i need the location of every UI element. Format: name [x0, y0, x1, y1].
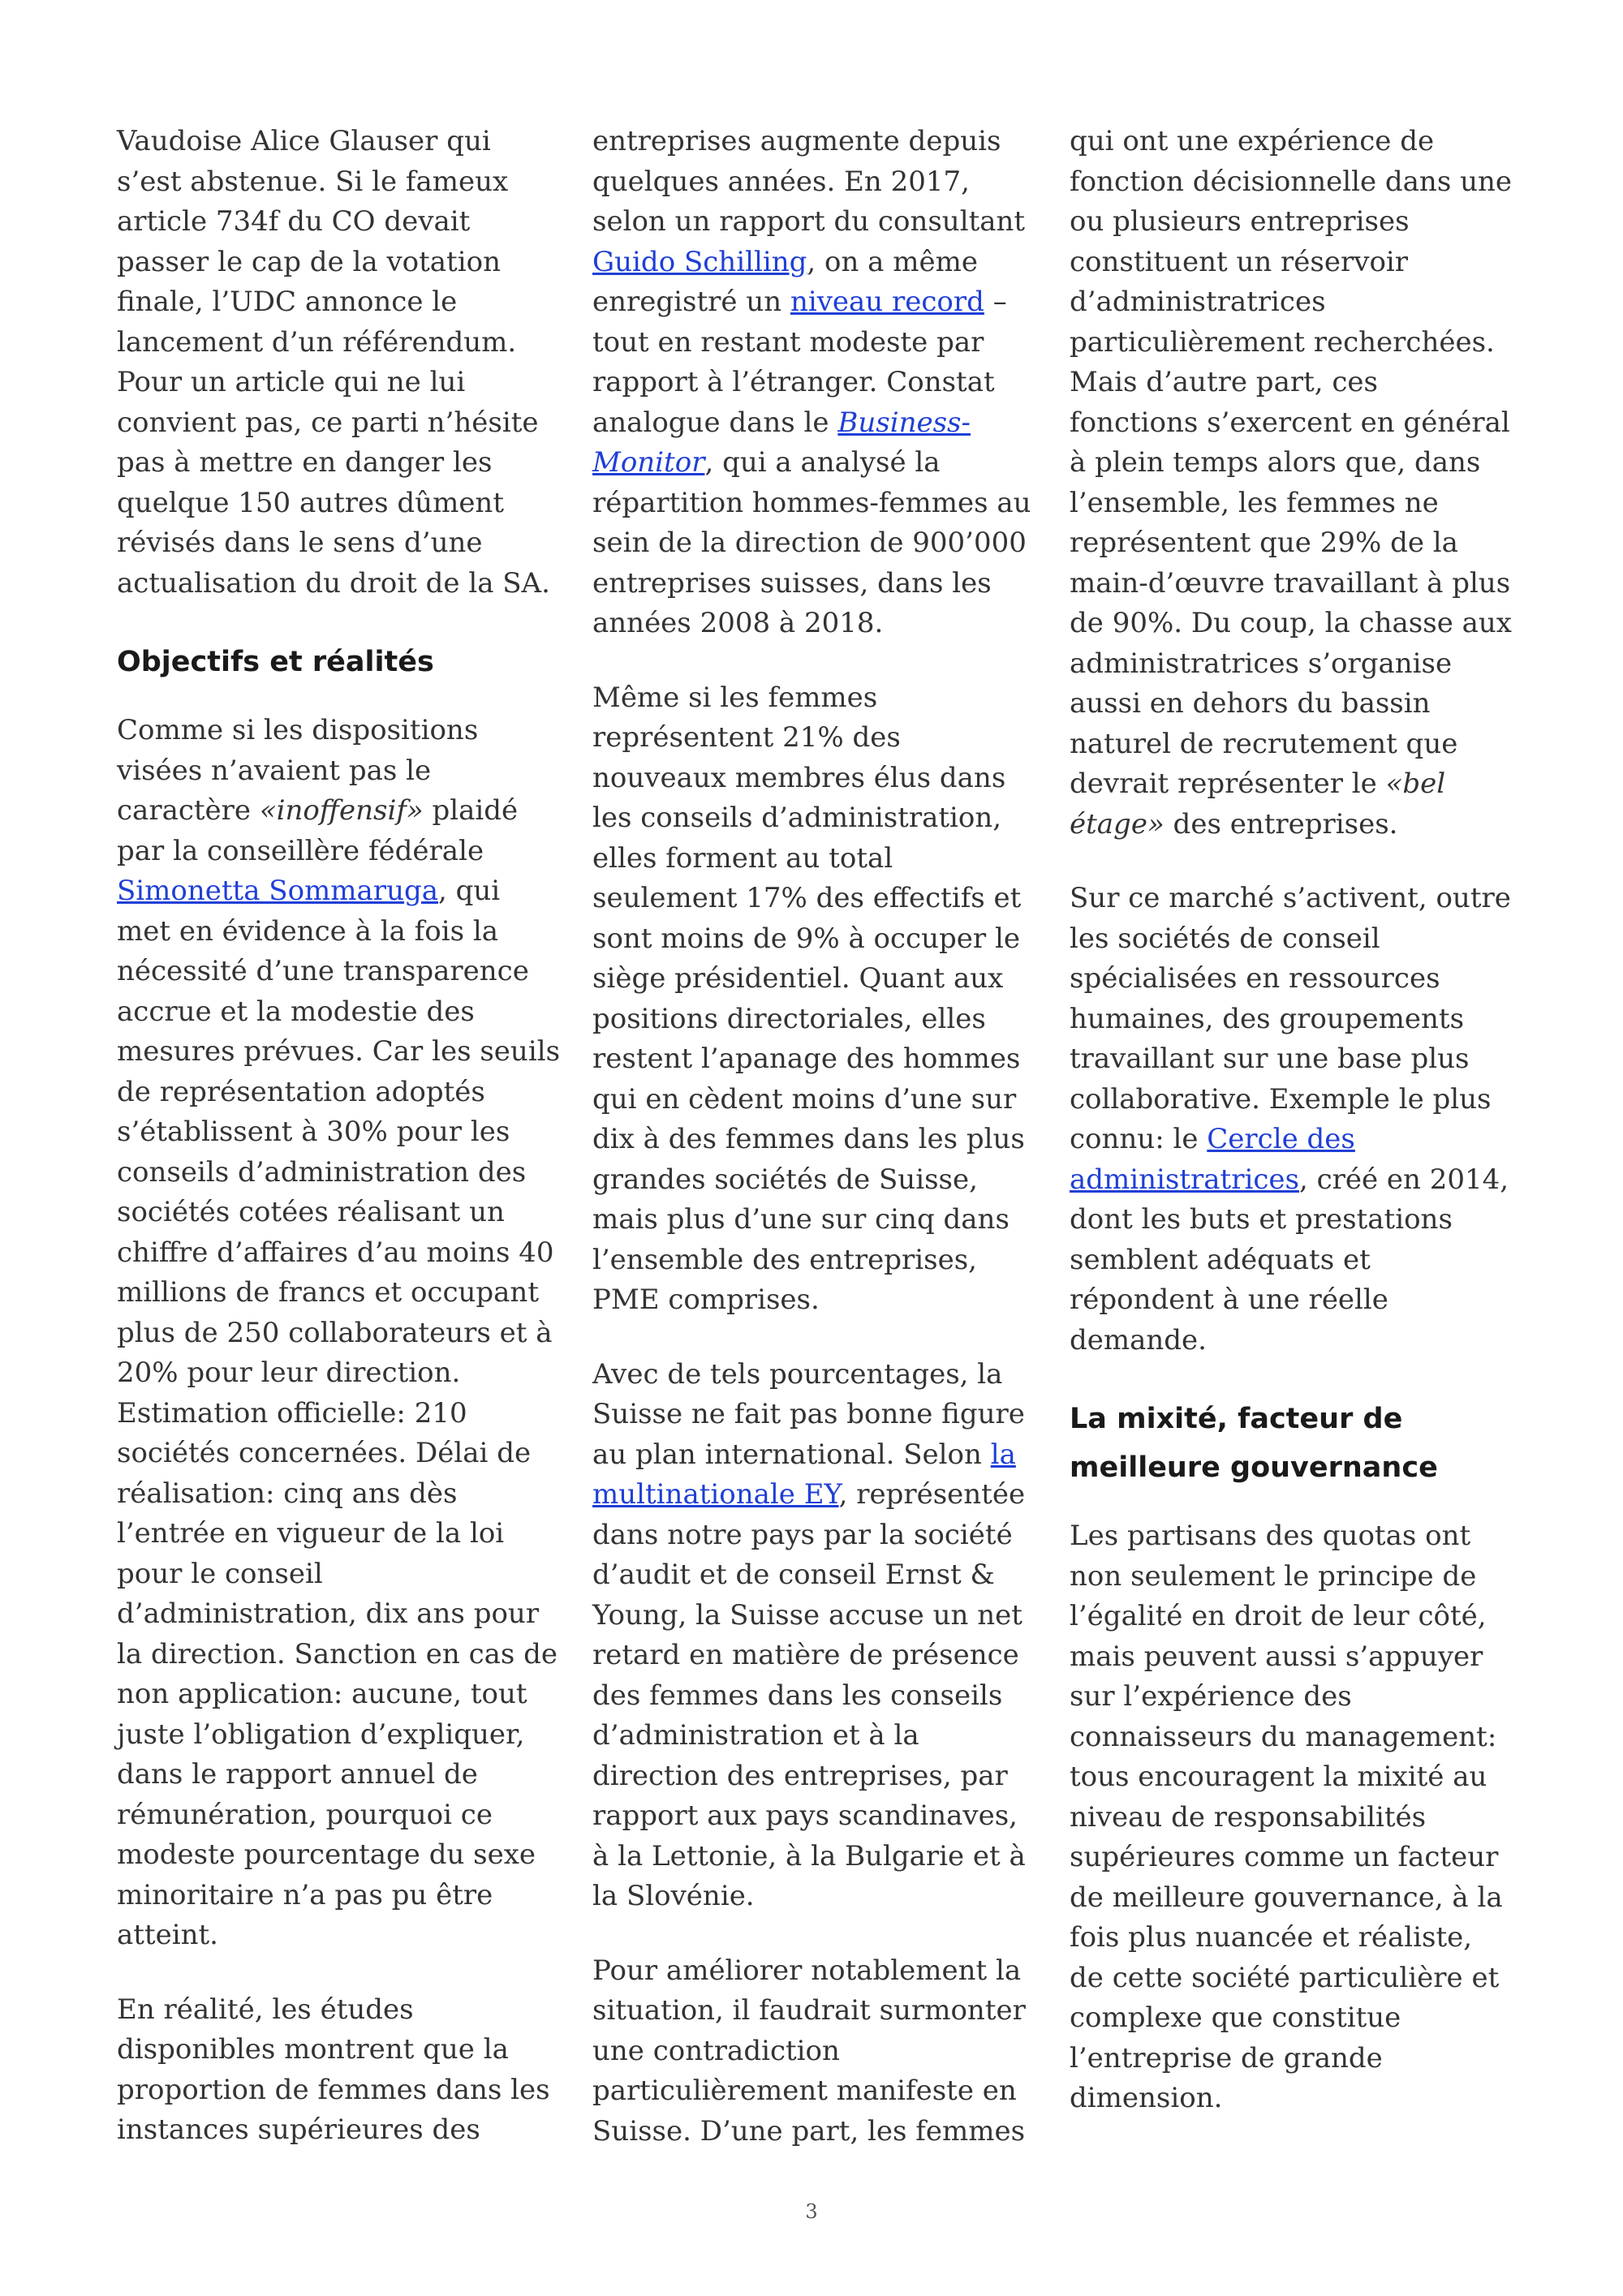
quoted-term: «inoffensif»	[259, 794, 424, 827]
text-run: – tout en restant modeste par rapport à l’étranger. Constat analogue dans le	[592, 286, 1007, 439]
page-number: 3	[805, 2200, 818, 2223]
paragraph	[1070, 879, 1514, 1361]
text-column-3	[1070, 122, 1514, 2153]
section-heading-mixite: La mixité, facteur de meilleure gouvernance	[1070, 1403, 1438, 1484]
text-column-2	[592, 122, 1037, 2186]
paragraph	[1070, 122, 1514, 845]
text-run: entreprises augmente depuis quelques années. En 2017, selon un rapport du consultant	[592, 125, 1026, 238]
text-run: , représentée dans notre pays par la société d’audit et de conseil Ernst & Young, la Suisse accuse un net retard en matière de présence des femmes dans les conseils d’administration et à la direction des entreprises, par rapport aux pays scandinaves, à la Lettonie, à la Bulgarie et à la Slovénie.	[592, 1478, 1026, 1912]
text-run: des entreprises.	[1164, 807, 1398, 841]
link-guido-schilling[interactable]: Guido Schilling	[592, 245, 807, 278]
paragraph	[592, 122, 1037, 644]
section-heading-objectifs: Objectifs et réalités	[117, 646, 434, 678]
text-run: qui ont une expérience de fonction décisionnelle dans une ou plusieurs entreprises constituent un réservoir d’administratrices particulièrement recherchées. Mais d’autre part, ces fonctions s’exercent en général à plein temps alors que, dans l’ensemble, les femmes ne représentent que 29% de la main-d’œuvre travaillant à plus de 90%. Du coup, la chasse aux administratrices s’organise aussi en dehors du bassin naturel de recrutement que devrait représenter le	[1070, 125, 1512, 800]
link-multinationale-ey[interactable]: la multinationale EY	[592, 1438, 1016, 1511]
link-cercle-des-administratrices[interactable]: Cercle des administratrices	[1070, 1123, 1355, 1196]
text-run: Avec de tels pourcentages, la Suisse ne fait pas bonne figure au plan international. Selon	[592, 1357, 1025, 1471]
paragraph	[117, 711, 562, 1956]
paragraph	[592, 1355, 1037, 1917]
quoted-term: «bel étage»	[1070, 767, 1446, 841]
paragraph: Pour améliorer notablement la situation, il faudrait surmonter une contradiction particulièrement manifeste en Suisse. D’une part, les femmes	[592, 1954, 1026, 2148]
link-simonetta-sommaruga[interactable]: Simonetta Sommaruga	[117, 875, 438, 907]
link-business-monitor[interactable]: Business-Monitor	[592, 406, 971, 479]
text-run: , on a même enregistré un	[592, 245, 978, 318]
text-run: , créé en 2014, dont les buts et prestations semblent adéquats et répondent à une réelle demande.	[1070, 1163, 1509, 1357]
text-run: , qui a analysé la répartition hommes-femmes au sein de la direction de 900’000 entreprises suisses, dans les années 2008 à 2018.	[592, 446, 1031, 639]
link-niveau-record[interactable]: niveau record	[790, 286, 984, 318]
paragraph: Les partisans des quotas ont non seulement le principe de l’égalité en droit de leur côté, mais peuvent aussi s’appuyer sur l’expérience des connaisseurs du management: tous encouragent la mixité au niveau de responsabilités supérieures comme un facteur de meilleure gouvernance, à la fois plus nuancée et réaliste, de cette société particulière et complexe que constitue l’entreprise de grande dimension.	[1070, 1520, 1503, 2114]
paragraph: Vaudoise Alice Glauser qui s’est abstenue. Si le fameux article 734f du CO devait passer le cap de la votation finale, l’UDC annonce le lancement d’un référendum. Pour un article qui ne lui convient pas, ce parti n’hésite pas à mettre en danger les quelque 150 autres dûment révisés dans le sens d’une actualisation du droit de la SA.	[117, 125, 550, 600]
text-column-1	[117, 122, 562, 2185]
paragraph: Même si les femmes représentent 21% des nouveaux membres élus dans les conseils d’administration, elles forment au total seulement 17% des effectifs et sont moins de 9% à occuper le siège présidentiel. Quant aux positions directoriales, elles restent l’apanage des hommes qui en cèdent moins d’une sur dix à des femmes dans les plus grandes sociétés de Suisse, mais plus d’une sur cinq dans l’ensemble des entreprises, PME comprises.	[592, 681, 1025, 1316]
text-run: Sur ce marché s’activent, outre les sociétés de conseil spécialisées en ressources humaines, des groupements travaillant sur une base plus collaborative. Exemple le plus connu: le	[1070, 882, 1511, 1155]
text-run: Comme si les dispositions visées n’avaient pas le caractère	[117, 714, 479, 827]
text-run: , qui met en évidence à la fois la nécessité d’une transparence accrue et la modestie des mesures prévues. Car les seuils de représentation adoptés s’établissent à 30% pour les conseils d’administration des sociétés cotées réalisant un chiffre d’affaires d’au moins 40 millions de francs et occupant plus de 250 collaborateurs et à 20% pour leur direction. Estimation officielle: 210 sociétés concernées. Délai de réalisation: cinq ans dès l’entrée en vigueur de la loi pour le conseil d’administration, dix ans pour la direction. Sanction en cas de non application: aucune, tout juste l’obligation d’expliquer, dans le rapport annuel de rémunération, pourquoi ce modeste pourcentage du sexe minoritaire n’a pas pu être atteint.	[117, 875, 561, 1951]
text-run: plaidé par la conseillère fédérale	[117, 794, 519, 867]
paragraph: En réalité, les études disponibles montrent que la proportion de femmes dans les instances supérieures des	[117, 1993, 550, 2146]
